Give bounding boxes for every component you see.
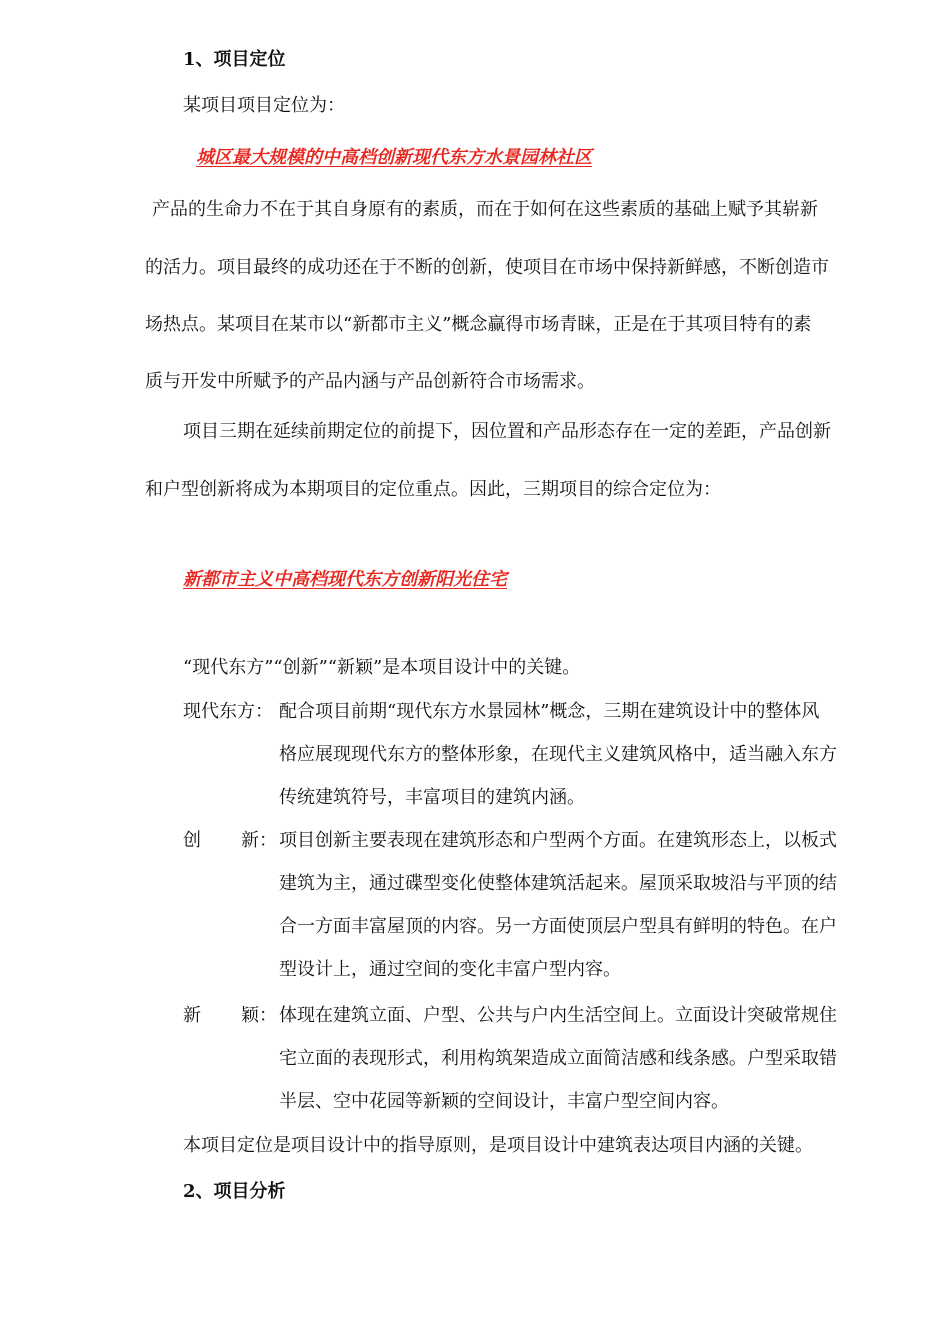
conclusion-text: 本项目定位是项目设计中的指导原则，是项目设计中建筑表达项目内涵的关键。 bbox=[183, 1135, 813, 1156]
definition-label-char: 新： bbox=[241, 830, 277, 851]
definition-line: 配合项目前期“现代东方水景园林”概念，三期在建筑设计中的整体风 bbox=[279, 701, 820, 722]
definition-line: 半层、空中花园等新颖的空间设计，丰富户型空间内容。 bbox=[279, 1091, 729, 1112]
definition-line: 型设计上，通过空间的变化丰富户型内容。 bbox=[279, 959, 621, 980]
definition-label: 现代东方： bbox=[183, 701, 273, 722]
definition-line: 格应展现现代东方的整体形象，在现代主义建筑风格中，适当融入东方 bbox=[279, 744, 837, 765]
intro-text: 某项目项目定位为： bbox=[183, 95, 345, 116]
definition-line: 建筑为主，通过碟型变化使整体建筑活起来。屋顶采取坡沿与平顶的结 bbox=[279, 873, 837, 894]
definition-line: 合一方面丰富屋顶的内容。另一方面使顶层户型具有鲜明的特色。在户 bbox=[279, 916, 837, 937]
definition-line: 宅立面的表现形式，利用构筑架造成立面简洁感和线条感。户型采取错 bbox=[279, 1048, 837, 1069]
section-heading-2: 2、项目分析 bbox=[183, 1181, 286, 1202]
definition-label-char: 颖： bbox=[241, 1005, 277, 1026]
paragraph-line: 项目三期在延续前期定位的前提下，因位置和产品形态存在一定的差距，产品创新 bbox=[183, 421, 831, 442]
keywords-line: “现代东方”“创新”“新颖”是本项目设计中的关键。 bbox=[183, 657, 581, 678]
definition-line: 项目创新主要表现在建筑形态和户型两个方面。在建筑形态上，以板式 bbox=[279, 830, 837, 851]
definition-label-char: 创 bbox=[183, 830, 201, 851]
positioning-slogan-2: 新都市主义中高档现代东方创新阳光住宅 bbox=[183, 569, 507, 590]
definition-line: 传统建筑符号，丰富项目的建筑内涵。 bbox=[279, 787, 585, 808]
paragraph-line: 和户型创新将成为本期项目的定位重点。因此，三期项目的综合定位为： bbox=[145, 479, 721, 500]
section-heading-1: 1、项目定位 bbox=[183, 49, 286, 70]
definition-line: 体现在建筑立面、户型、公共与户内生活空间上。立面设计突破常规住 bbox=[279, 1005, 837, 1026]
paragraph-line: 产品的生命力不在于其自身原有的素质，而在于如何在这些素质的基础上赋予其崭新 bbox=[152, 199, 818, 220]
paragraph-line: 场热点。某项目在某市以“新都市主义”概念赢得市场青睐，正是在于其项目特有的素 bbox=[145, 314, 812, 335]
paragraph-line: 的活力。项目最终的成功还在于不断的创新，使项目在市场中保持新鲜感，不断创造市 bbox=[145, 257, 829, 278]
definition-label-char: 新 bbox=[183, 1005, 201, 1026]
paragraph-line: 质与开发中所赋予的产品内涵与产品创新符合市场需求。 bbox=[145, 371, 595, 392]
positioning-slogan-1: 城区最大规模的中高档创新现代东方水景园林社区 bbox=[196, 147, 592, 168]
